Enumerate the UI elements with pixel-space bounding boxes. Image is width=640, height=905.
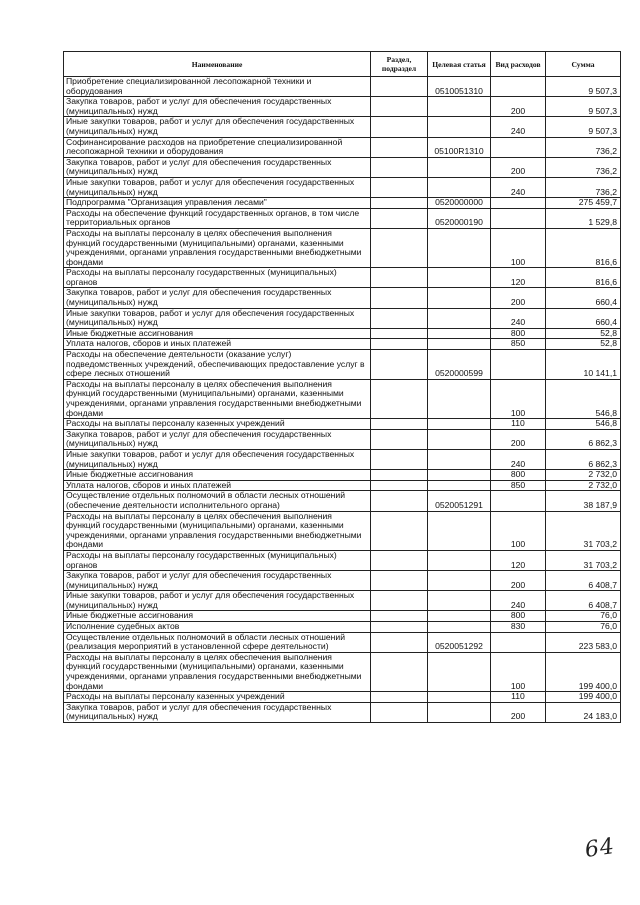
cell-name: Иные бюджетные ассигнования bbox=[64, 611, 371, 622]
header-kind: Вид расходов bbox=[491, 52, 546, 77]
cell-name: Расходы на выплаты персоналу казенных учреждений bbox=[64, 419, 371, 430]
table-row bbox=[64, 228, 621, 267]
cell-section bbox=[371, 702, 428, 722]
cell-section bbox=[371, 157, 428, 177]
table-body bbox=[64, 77, 621, 723]
header-target: Целевая статья bbox=[428, 52, 491, 77]
budget-table bbox=[63, 51, 621, 723]
cell-name: Расходы на выплаты персоналу казенных учреждений bbox=[64, 692, 371, 703]
cell-section bbox=[371, 652, 428, 691]
cell-sum: 736,2 bbox=[546, 177, 621, 197]
cell-name: Осуществление отдельных полномочий в области лесных отношений (обеспечение деятельности исполнительного органа) bbox=[64, 491, 371, 511]
cell-kind: 800 bbox=[491, 611, 546, 622]
cell-name: Софинансирование расходов на приобретение специализированной лесопожарной техники и оборудования bbox=[64, 137, 371, 157]
cell-kind: 830 bbox=[491, 622, 546, 633]
cell-name: Иные закупки товаров, работ и услуг для обеспечения государственных (муниципальных) нужд bbox=[64, 177, 371, 197]
cell-target bbox=[428, 480, 491, 491]
cell-kind: 120 bbox=[491, 550, 546, 570]
cell-name: Закупка товаров, работ и услуг для обеспечения государственных (муниципальных) нужд bbox=[64, 429, 371, 449]
cell-sum: 816,6 bbox=[546, 268, 621, 288]
header-section: Раздел, подраздел bbox=[371, 52, 428, 77]
cell-section bbox=[371, 198, 428, 209]
cell-section bbox=[371, 117, 428, 137]
cell-kind: 100 bbox=[491, 228, 546, 267]
table-row bbox=[64, 208, 621, 228]
cell-kind: 200 bbox=[491, 429, 546, 449]
cell-kind: 850 bbox=[491, 480, 546, 491]
cell-sum: 52,8 bbox=[546, 328, 621, 339]
cell-section bbox=[371, 97, 428, 117]
table-row bbox=[64, 288, 621, 308]
table-header-row bbox=[64, 52, 621, 77]
cell-name: Закупка товаров, работ и услуг для обеспечения государственных (муниципальных) нужд bbox=[64, 288, 371, 308]
table-row bbox=[64, 511, 621, 550]
cell-kind: 800 bbox=[491, 328, 546, 339]
cell-name: Закупка товаров, работ и услуг для обеспечения государственных (муниципальных) нужд bbox=[64, 571, 371, 591]
cell-target bbox=[428, 228, 491, 267]
cell-section bbox=[371, 692, 428, 703]
cell-kind: 200 bbox=[491, 288, 546, 308]
cell-name: Закупка товаров, работ и услуг для обеспечения государственных (муниципальных) нужд bbox=[64, 157, 371, 177]
cell-kind: 100 bbox=[491, 511, 546, 550]
cell-sum: 31 703,2 bbox=[546, 550, 621, 570]
cell-sum: 275 459,7 bbox=[546, 198, 621, 209]
table-row bbox=[64, 429, 621, 449]
cell-section bbox=[371, 550, 428, 570]
cell-sum: 76,0 bbox=[546, 611, 621, 622]
cell-name: Подпрограмма "Организация управления лесами" bbox=[64, 198, 371, 209]
cell-target bbox=[428, 157, 491, 177]
cell-target bbox=[428, 379, 491, 418]
cell-target: 0520051292 bbox=[428, 632, 491, 652]
cell-sum: 6 408,7 bbox=[546, 571, 621, 591]
cell-kind: 100 bbox=[491, 652, 546, 691]
cell-target bbox=[428, 429, 491, 449]
cell-section bbox=[371, 339, 428, 350]
cell-sum: 223 583,0 bbox=[546, 632, 621, 652]
cell-sum: 199 400,0 bbox=[546, 652, 621, 691]
cell-target bbox=[428, 511, 491, 550]
cell-target bbox=[428, 308, 491, 328]
table-row bbox=[64, 622, 621, 633]
table-row bbox=[64, 157, 621, 177]
table-row bbox=[64, 470, 621, 481]
cell-name: Иные закупки товаров, работ и услуг для обеспечения государственных (муниципальных) нужд bbox=[64, 591, 371, 611]
cell-section bbox=[371, 591, 428, 611]
cell-kind: 110 bbox=[491, 692, 546, 703]
cell-kind: 200 bbox=[491, 702, 546, 722]
cell-sum: 31 703,2 bbox=[546, 511, 621, 550]
cell-target bbox=[428, 622, 491, 633]
cell-section bbox=[371, 571, 428, 591]
cell-kind: 240 bbox=[491, 591, 546, 611]
cell-sum: 546,8 bbox=[546, 379, 621, 418]
table-row bbox=[64, 117, 621, 137]
cell-name: Исполнение судебных актов bbox=[64, 622, 371, 633]
cell-section bbox=[371, 328, 428, 339]
cell-sum: 6 862,3 bbox=[546, 429, 621, 449]
cell-sum: 1 529,8 bbox=[546, 208, 621, 228]
table-row bbox=[64, 177, 621, 197]
cell-section bbox=[371, 449, 428, 469]
cell-sum: 76,0 bbox=[546, 622, 621, 633]
cell-kind: 200 bbox=[491, 97, 546, 117]
cell-name: Иные закупки товаров, работ и услуг для обеспечения государственных (муниципальных) нужд bbox=[64, 117, 371, 137]
table-row bbox=[64, 419, 621, 430]
cell-section bbox=[371, 208, 428, 228]
cell-sum: 10 141,1 bbox=[546, 350, 621, 380]
cell-section bbox=[371, 350, 428, 380]
cell-target: 05100R1310 bbox=[428, 137, 491, 157]
cell-kind bbox=[491, 208, 546, 228]
table-row bbox=[64, 480, 621, 491]
cell-name: Уплата налогов, сборов и иных платежей bbox=[64, 480, 371, 491]
cell-kind: 120 bbox=[491, 268, 546, 288]
cell-kind: 110 bbox=[491, 419, 546, 430]
table-row bbox=[64, 137, 621, 157]
cell-sum: 9 507,3 bbox=[546, 97, 621, 117]
cell-target: 0520000000 bbox=[428, 198, 491, 209]
cell-sum: 9 507,3 bbox=[546, 117, 621, 137]
cell-sum: 6 408,7 bbox=[546, 591, 621, 611]
cell-sum: 52,8 bbox=[546, 339, 621, 350]
cell-target bbox=[428, 591, 491, 611]
table-row bbox=[64, 571, 621, 591]
cell-target bbox=[428, 328, 491, 339]
cell-name: Расходы на выплаты персоналу государственных (муниципальных) органов bbox=[64, 268, 371, 288]
header-sum: Сумма bbox=[546, 52, 621, 77]
cell-target bbox=[428, 419, 491, 430]
cell-kind: 200 bbox=[491, 571, 546, 591]
table-row bbox=[64, 611, 621, 622]
cell-section bbox=[371, 632, 428, 652]
cell-target bbox=[428, 470, 491, 481]
cell-sum: 660,4 bbox=[546, 308, 621, 328]
cell-target: 0520051291 bbox=[428, 491, 491, 511]
table-row bbox=[64, 550, 621, 570]
cell-section bbox=[371, 379, 428, 418]
cell-target bbox=[428, 288, 491, 308]
cell-target bbox=[428, 702, 491, 722]
cell-kind: 800 bbox=[491, 470, 546, 481]
cell-name: Приобретение специализированной лесопожарной техники и оборудования bbox=[64, 77, 371, 97]
cell-target bbox=[428, 550, 491, 570]
cell-section bbox=[371, 470, 428, 481]
table-row bbox=[64, 449, 621, 469]
budget-table-sheet bbox=[63, 51, 621, 723]
cell-section bbox=[371, 268, 428, 288]
cell-target bbox=[428, 339, 491, 350]
cell-kind bbox=[491, 491, 546, 511]
cell-kind: 200 bbox=[491, 157, 546, 177]
handwritten-page-number: 64 bbox=[583, 834, 617, 863]
cell-sum: 6 862,3 bbox=[546, 449, 621, 469]
cell-kind: 100 bbox=[491, 379, 546, 418]
cell-kind bbox=[491, 198, 546, 209]
cell-section bbox=[371, 228, 428, 267]
cell-name: Иные закупки товаров, работ и услуг для обеспечения государственных (муниципальных) нужд bbox=[64, 308, 371, 328]
cell-target: 0520000190 bbox=[428, 208, 491, 228]
cell-target: 0520000599 bbox=[428, 350, 491, 380]
cell-kind bbox=[491, 77, 546, 97]
table-row bbox=[64, 702, 621, 722]
cell-name: Осуществление отдельных полномочий в области лесных отношений (реализация мероприятий в установленной сфере деятельности) bbox=[64, 632, 371, 652]
table-row bbox=[64, 97, 621, 117]
table-row bbox=[64, 77, 621, 97]
cell-section bbox=[371, 419, 428, 430]
cell-sum: 2 732,0 bbox=[546, 480, 621, 491]
table-row bbox=[64, 379, 621, 418]
cell-kind: 240 bbox=[491, 117, 546, 137]
cell-section bbox=[371, 308, 428, 328]
cell-name: Иные закупки товаров, работ и услуг для обеспечения государственных (муниципальных) нужд bbox=[64, 449, 371, 469]
cell-target bbox=[428, 652, 491, 691]
cell-section bbox=[371, 429, 428, 449]
cell-sum: 9 507,3 bbox=[546, 77, 621, 97]
cell-target bbox=[428, 449, 491, 469]
cell-section bbox=[371, 137, 428, 157]
cell-section bbox=[371, 491, 428, 511]
cell-name: Уплата налогов, сборов и иных платежей bbox=[64, 339, 371, 350]
cell-sum: 736,2 bbox=[546, 157, 621, 177]
table-row bbox=[64, 339, 621, 350]
cell-name: Расходы на выплаты персоналу в целях обеспечения выполнения функций государственными (муниципальными) органами, казенными учреждениями, органами управления государственными внебюджетными фондами bbox=[64, 228, 371, 267]
cell-kind bbox=[491, 350, 546, 380]
cell-sum: 546,8 bbox=[546, 419, 621, 430]
cell-sum: 24 183,0 bbox=[546, 702, 621, 722]
table-row bbox=[64, 591, 621, 611]
cell-kind: 850 bbox=[491, 339, 546, 350]
cell-kind bbox=[491, 137, 546, 157]
table-row bbox=[64, 491, 621, 511]
table-row bbox=[64, 198, 621, 209]
cell-target bbox=[428, 268, 491, 288]
cell-kind: 240 bbox=[491, 177, 546, 197]
cell-target bbox=[428, 97, 491, 117]
cell-sum: 2 732,0 bbox=[546, 470, 621, 481]
cell-sum: 736,2 bbox=[546, 137, 621, 157]
cell-name: Иные бюджетные ассигнования bbox=[64, 470, 371, 481]
table-row bbox=[64, 632, 621, 652]
cell-name: Расходы на выплаты персоналу в целях обеспечения выполнения функций государственными (муниципальными) органами, казенными учреждениями, органами управления государственными внебюджетными фондами bbox=[64, 511, 371, 550]
table-row bbox=[64, 268, 621, 288]
cell-section bbox=[371, 480, 428, 491]
cell-name: Расходы на обеспечение функций государственных органов, в том числе территориальных органов bbox=[64, 208, 371, 228]
cell-section bbox=[371, 622, 428, 633]
cell-name: Расходы на выплаты персоналу в целях обеспечения выполнения функций государственными (муниципальными) органами, казенными учреждениями, органами управления государственными внебюджетными фондами bbox=[64, 652, 371, 691]
cell-kind bbox=[491, 632, 546, 652]
cell-target bbox=[428, 177, 491, 197]
cell-section bbox=[371, 77, 428, 97]
cell-target bbox=[428, 117, 491, 137]
cell-target bbox=[428, 692, 491, 703]
table-row bbox=[64, 692, 621, 703]
cell-name: Иные бюджетные ассигнования bbox=[64, 328, 371, 339]
cell-target: 0510051310 bbox=[428, 77, 491, 97]
cell-target bbox=[428, 571, 491, 591]
cell-name: Расходы на обеспечение деятельности (оказание услуг) подведомственных учреждений, обеспечивающих предоставление услуг в сфере лесных отношений bbox=[64, 350, 371, 380]
cell-sum: 38 187,9 bbox=[546, 491, 621, 511]
cell-section bbox=[371, 511, 428, 550]
table-row bbox=[64, 328, 621, 339]
cell-sum: 660,4 bbox=[546, 288, 621, 308]
header-name: Наименование bbox=[64, 52, 371, 77]
cell-section bbox=[371, 611, 428, 622]
cell-kind: 240 bbox=[491, 308, 546, 328]
cell-section bbox=[371, 288, 428, 308]
cell-sum: 816,6 bbox=[546, 228, 621, 267]
cell-name: Закупка товаров, работ и услуг для обеспечения государственных (муниципальных) нужд bbox=[64, 702, 371, 722]
cell-name: Расходы на выплаты персоналу в целях обеспечения выполнения функций государственными (муниципальными) органами, казенными учреждениями, органами управления государственными внебюджетными фондами bbox=[64, 379, 371, 418]
cell-name: Расходы на выплаты персоналу государственных (муниципальных) органов bbox=[64, 550, 371, 570]
cell-sum: 199 400,0 bbox=[546, 692, 621, 703]
table-row bbox=[64, 350, 621, 380]
cell-section bbox=[371, 177, 428, 197]
table-row bbox=[64, 652, 621, 691]
cell-kind: 240 bbox=[491, 449, 546, 469]
cell-target bbox=[428, 611, 491, 622]
cell-name: Закупка товаров, работ и услуг для обеспечения государственных (муниципальных) нужд bbox=[64, 97, 371, 117]
table-row bbox=[64, 308, 621, 328]
